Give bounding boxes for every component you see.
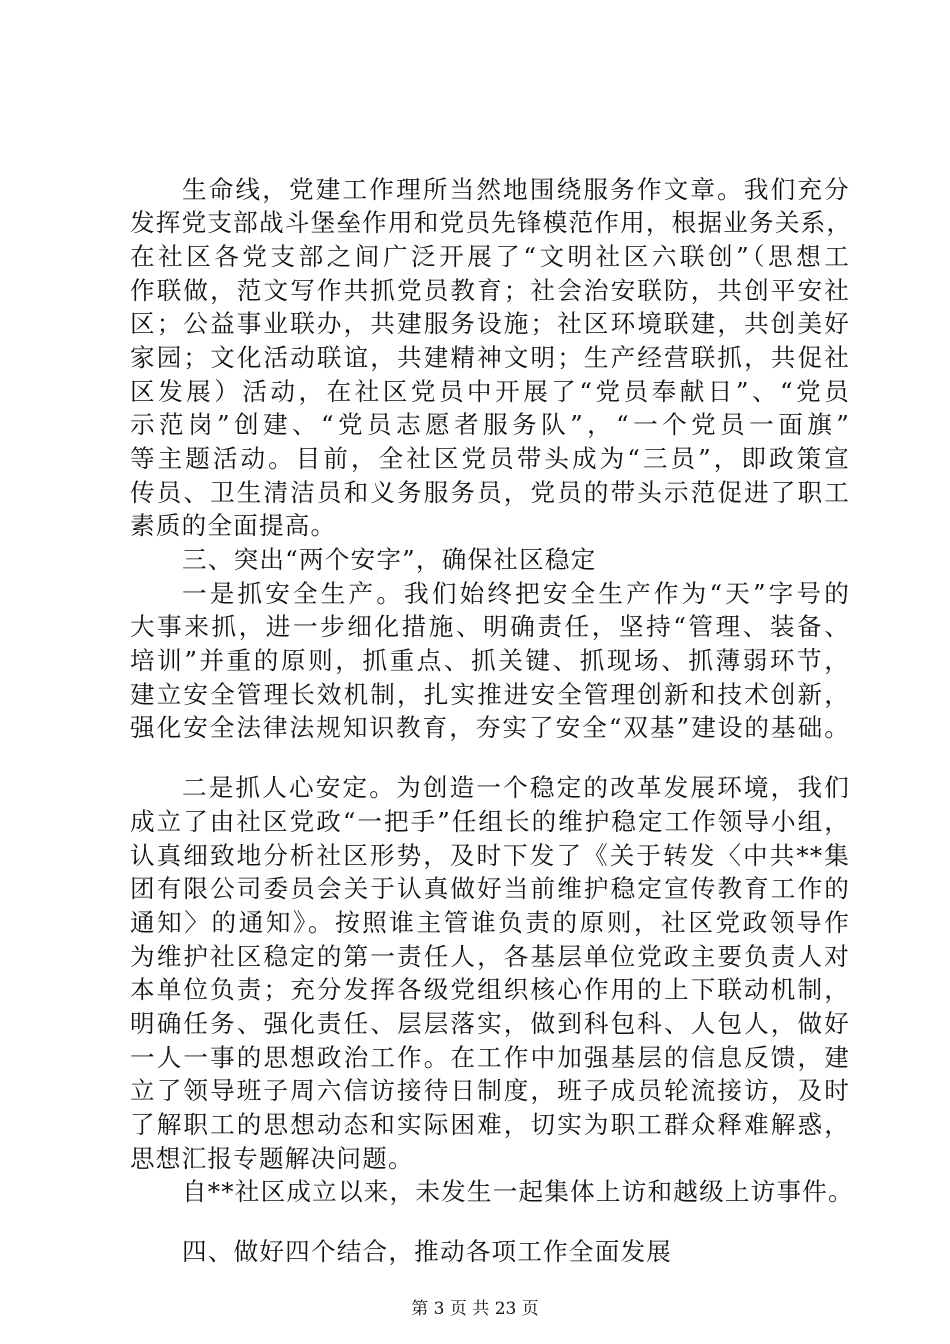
text-line: 认真细致地分析社区形势，及时下发了《关于转发〈中共**集 [130, 841, 850, 870]
text-line: 培训”并重的原则，抓重点、抓关键、抓现场、抓薄弱环节， [130, 646, 850, 675]
text-line: 明确任务、强化责任、层层落实，做到科包科、人包人，做好 [130, 1009, 850, 1038]
text-line: 发挥党支部战斗堡垒作用和党员先锋模范作用，根据业务关系， [130, 208, 853, 237]
text-line: 作联做，范文写作共抓党员教育；社会治安联防，共创平安社 [130, 276, 850, 305]
text-line: 建立安全管理长效机制，扎实推进安全管理创新和技术创新， [130, 680, 850, 709]
text-line: 思想汇报专题解决问题。 [130, 1144, 414, 1173]
text-line: 一人一事的思想政治工作。在工作中加强基层的信息反馈，建 [130, 1043, 850, 1072]
text-line: 强化安全法律法规知识教育，夯实了安全“双基”建设的基础。 [130, 713, 850, 742]
text-line: 家园；文化活动联谊，共建精神文明；生产经营联抓，共促社 [130, 343, 850, 372]
text-line: 团有限公司委员会关于认真做好当前维护稳定宣传教育工作的 [130, 874, 850, 903]
text-line: 了解职工的思想动态和实际困难，切实为职工群众释难解惑， [130, 1110, 850, 1139]
text-line: 一是抓安全生产。我们始终把安全生产作为“天”字号的 [182, 579, 850, 608]
text-line: 为维护社区稳定的第一责任人，各基层单位党政主要负责人对 [130, 942, 850, 971]
section-heading: 四、做好四个结合，推动各项工作全面发展 [182, 1237, 673, 1266]
section-heading: 三、突出“两个安字”，确保社区稳定 [182, 545, 597, 574]
text-line: 立了领导班子周六信访接待日制度，班子成员轮流接访，及时 [130, 1076, 850, 1105]
text-line: 大事来抓，进一步细化措施、明确责任，坚持“管理、装备、 [130, 612, 850, 641]
text-line: 传员、卫生清洁员和义务服务员，党员的带头示范促进了职工 [130, 478, 850, 507]
text-line: 自**社区成立以来，未发生一起集体上访和越级上访事件。 [182, 1177, 854, 1206]
text-line: 在社区各党支部之间广泛开展了“文明社区六联创”（思想工 [130, 242, 850, 271]
text-line: 二是抓人心安定。为创造一个稳定的改革发展环境，我们 [182, 773, 850, 802]
text-line: 素质的全面提高。 [130, 511, 337, 540]
text-line: 示范岗”创建、“党员志愿者服务队”，“一个党员一面旗” [130, 410, 850, 439]
text-line: 生命线，党建工作理所当然地围绕服务作文章。我们充分 [182, 175, 850, 204]
text-line: 本单位负责；充分发挥各级党组织核心作用的上下联动机制， [130, 975, 850, 1004]
text-line: 通知〉的通知》。按照谁主管谁负责的原则，社区党政领导作 [130, 908, 850, 937]
text-line: 成立了由社区党政“一把手”任组长的维护稳定工作领导小组， [130, 807, 850, 836]
page-number-footer: 第 3 页 共 23 页 [411, 1299, 539, 1319]
text-line: 等主题活动。目前，全社区党员带头成为“三员”，即政策宣 [130, 444, 850, 473]
text-line: 区；公益事业联办，共建服务设施；社区环境联建，共创美好 [130, 309, 850, 338]
text-line: 区发展）活动，在社区党员中开展了“党员奉献日”、“党员 [130, 377, 850, 406]
